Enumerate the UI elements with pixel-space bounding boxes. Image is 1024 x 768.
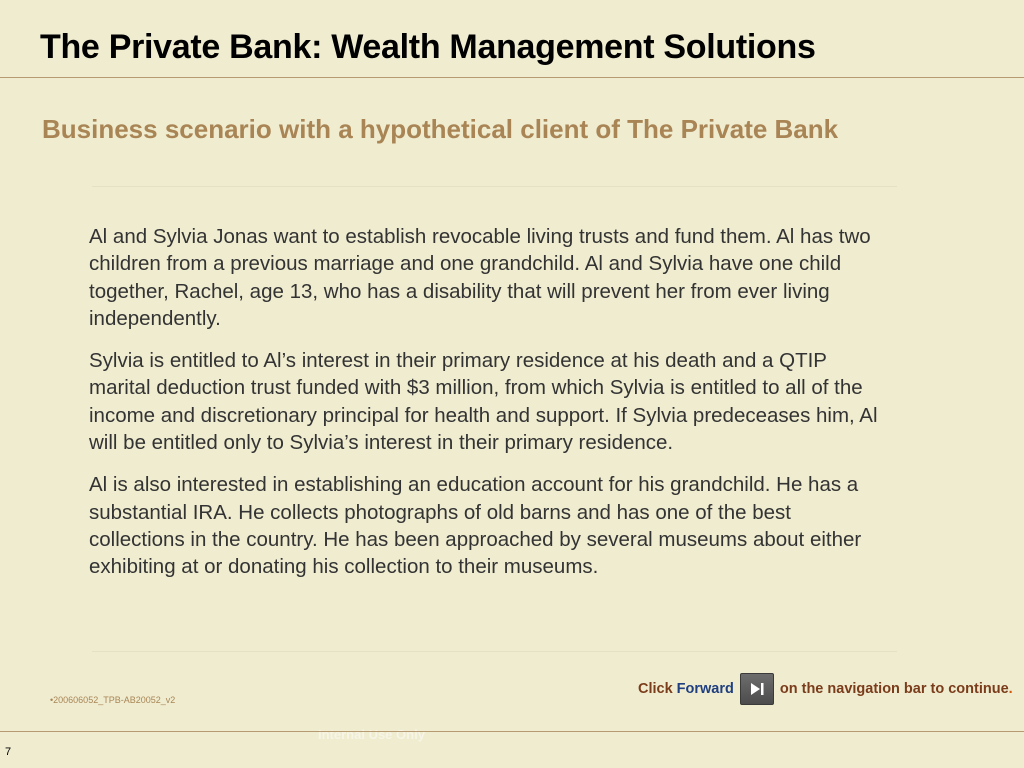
- nav-period: .: [1008, 681, 1013, 697]
- content-top-divider: [92, 186, 897, 187]
- footer-divider: [0, 731, 1024, 732]
- content-bottom-divider: [92, 651, 897, 652]
- title-divider: [0, 77, 1024, 78]
- page-number: 7: [5, 746, 12, 758]
- internal-use-label: Internal Use Only: [318, 727, 425, 742]
- nav-click-label: Click: [638, 681, 673, 697]
- slide-title: The Private Bank: Wealth Management Solutions: [40, 28, 816, 66]
- document-id: •200606052_TPB-AB20052_v2: [50, 695, 176, 705]
- skip-forward-icon: [749, 682, 765, 696]
- nav-forward-label: Forward: [676, 681, 734, 697]
- scenario-paragraph: Sylvia is entitled to Al’s interest in their primary residence at his death and a QTIP marital deduction trust funded with $3 million, from which Sylvia is entitled to all of the income and discretionary principal for health and support. If Sylvia predeceases him, Al will be entitled only to Sylvia’s interest in their primary residence.: [89, 349, 878, 455]
- navigation-hint: [638, 673, 1013, 705]
- scenario-paragraph: Al and Sylvia Jonas want to establish revocable living trusts and fund them. Al has two children from a previous marriage and one grandchild. Al and Sylvia have one child together, Rachel, age 13, who has a disability that will prevent her from ever living independently.: [89, 225, 871, 330]
- slide-subtitle: Business scenario with a hypothetical client of The Private Bank: [42, 114, 839, 144]
- nav-continue-label: on the navigation bar to continue: [779, 681, 1009, 697]
- scenario-paragraph: Al is also interested in establishing an education account for his grandchild. He has a substantial IRA. He collects photographs of old barns and has one of the best collections in the country. He has been approached by several museums about either exhibiting at or donating his collection to their museums.: [89, 473, 862, 579]
- forward-button[interactable]: [740, 673, 774, 705]
- scenario-body: [89, 223, 889, 596]
